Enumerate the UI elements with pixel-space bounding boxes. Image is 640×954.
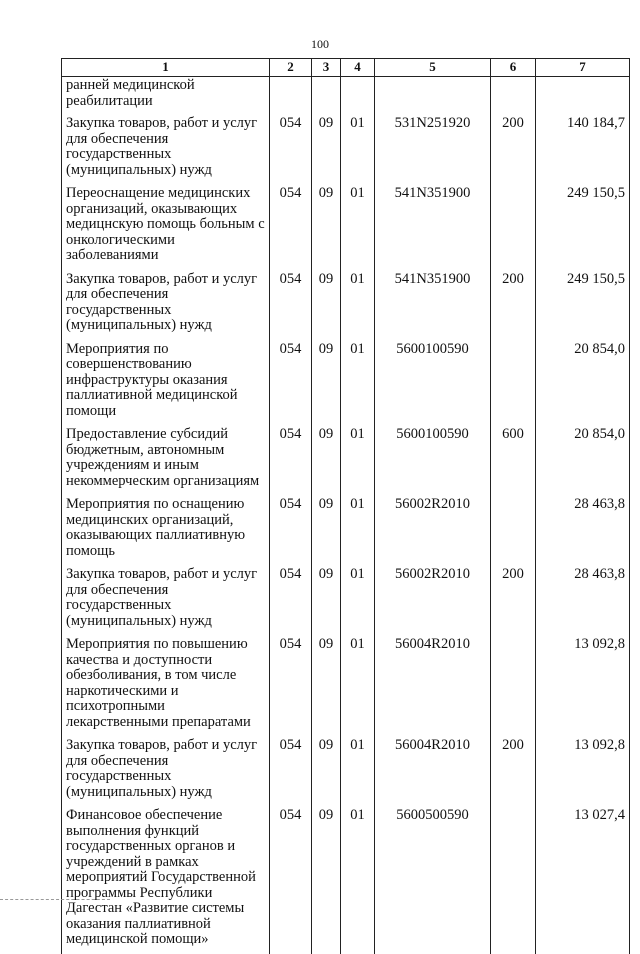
target-article-cell: 541N351900 (375, 184, 491, 270)
target-article-cell: 5600100590 (375, 340, 491, 426)
expense-type-cell: 200 (491, 114, 536, 184)
admin-code-cell: 054 (270, 635, 312, 736)
expense-type-cell: 200 (491, 565, 536, 635)
amount-cell: 13 092,8 (536, 736, 630, 806)
subsection-cell (341, 77, 375, 115)
row-name-cell: Мероприятия по оснащению медицинских организаций, оказывающих паллиативную помощь (62, 495, 270, 565)
amount-cell: 140 184,7 (536, 114, 630, 184)
section-cell: 09 (312, 635, 341, 736)
subsection-cell: 01 (341, 736, 375, 806)
column-header: 6 (491, 59, 536, 77)
table-body (62, 77, 630, 954)
admin-code-cell: 054 (270, 565, 312, 635)
section-cell (312, 77, 341, 115)
table-row (62, 736, 630, 806)
row-name-cell: Закупка товаров, работ и услуг для обеспечения государственных (муниципальных) нужд (62, 736, 270, 806)
section-cell: 09 (312, 495, 341, 565)
expense-type-cell: 200 (491, 270, 536, 340)
section-cell: 09 (312, 425, 341, 495)
admin-code-cell (270, 77, 312, 115)
subsection-cell: 01 (341, 806, 375, 954)
section-cell: 09 (312, 270, 341, 340)
amount-cell: 249 150,5 (536, 184, 630, 270)
row-name-cell: Закупка товаров, работ и услуг для обеспечения государственных (муниципальных) нужд (62, 270, 270, 340)
expense-type-cell: 600 (491, 425, 536, 495)
subsection-cell: 01 (341, 270, 375, 340)
section-cell: 09 (312, 340, 341, 426)
table-row (62, 806, 630, 954)
expense-type-cell (491, 340, 536, 426)
section-cell: 09 (312, 114, 341, 184)
column-header: 5 (375, 59, 491, 77)
section-cell: 09 (312, 736, 341, 806)
amount-cell: 13 092,8 (536, 635, 630, 736)
table-row (62, 340, 630, 426)
column-header: 2 (270, 59, 312, 77)
expense-type-cell (491, 806, 536, 954)
target-article-cell: 56004R2010 (375, 736, 491, 806)
table-row (62, 184, 630, 270)
row-name-cell: ранней медицинской реабилитации (62, 77, 270, 115)
column-header: 4 (341, 59, 375, 77)
table-header-row (62, 59, 630, 77)
amount-cell: 28 463,8 (536, 565, 630, 635)
expense-type-cell (491, 635, 536, 736)
expense-type-cell (491, 77, 536, 115)
row-name-cell: Мероприятия по совершенствованию инфраструктуры оказания паллиативной медицинской помощи (62, 340, 270, 426)
admin-code-cell: 054 (270, 270, 312, 340)
target-article-cell: 531N251920 (375, 114, 491, 184)
row-name-cell: Закупка товаров, работ и услуг для обеспечения государственных (муниципальных) нужд (62, 114, 270, 184)
page-number: 100 (311, 37, 329, 51)
table-row (62, 495, 630, 565)
admin-code-cell: 054 (270, 184, 312, 270)
table-row (62, 270, 630, 340)
target-article-cell: 56002R2010 (375, 495, 491, 565)
section-cell: 09 (312, 806, 341, 954)
subsection-cell: 01 (341, 425, 375, 495)
table-row (62, 77, 630, 115)
target-article-cell: 56002R2010 (375, 565, 491, 635)
footer-divider (0, 899, 110, 900)
row-name-cell: Переоснащение медицинских организаций, оказывающих медицнскую помощь больным с онкологическими заболеваниями (62, 184, 270, 270)
table-row (62, 635, 630, 736)
budget-table (61, 58, 630, 954)
admin-code-cell: 054 (270, 114, 312, 184)
column-header: 3 (312, 59, 341, 77)
subsection-cell: 01 (341, 184, 375, 270)
expense-type-cell (491, 184, 536, 270)
row-name-cell: Закупка товаров, работ и услуг для обеспечения государственных (муниципальных) нужд (62, 565, 270, 635)
column-header: 7 (536, 59, 630, 77)
admin-code-cell: 054 (270, 736, 312, 806)
table-row (62, 565, 630, 635)
admin-code-cell: 054 (270, 425, 312, 495)
subsection-cell: 01 (341, 495, 375, 565)
subsection-cell: 01 (341, 565, 375, 635)
subsection-cell: 01 (341, 114, 375, 184)
table-row (62, 425, 630, 495)
amount-cell: 20 854,0 (536, 340, 630, 426)
target-article-cell: 56004R2010 (375, 635, 491, 736)
amount-cell (536, 77, 630, 115)
target-article-cell: 541N351900 (375, 270, 491, 340)
amount-cell: 28 463,8 (536, 495, 630, 565)
row-name-cell: Предоставление субсидий бюджетным, автономным учреждениям и иным некоммерческим организациям (62, 425, 270, 495)
amount-cell: 249 150,5 (536, 270, 630, 340)
column-header: 1 (62, 59, 270, 77)
admin-code-cell: 054 (270, 806, 312, 954)
target-article-cell: 5600500590 (375, 806, 491, 954)
table-row (62, 114, 630, 184)
target-article-cell: 5600100590 (375, 425, 491, 495)
section-cell: 09 (312, 565, 341, 635)
target-article-cell (375, 77, 491, 115)
row-name-cell: Финансовое обеспечение выполнения функций государственных органов и учреждений в рамках мероприятий Государственной программы Республики Дагестан «Развитие системы оказания паллиативной медицинской помощи» (62, 806, 270, 954)
amount-cell: 13 027,4 (536, 806, 630, 954)
admin-code-cell: 054 (270, 340, 312, 426)
section-cell: 09 (312, 184, 341, 270)
row-name-cell: Мероприятия по повышению качества и доступности обезболивания, в том числе наркотическими и психотропными лекарственными препаратами (62, 635, 270, 736)
admin-code-cell: 054 (270, 495, 312, 565)
amount-cell: 20 854,0 (536, 425, 630, 495)
subsection-cell: 01 (341, 635, 375, 736)
expense-type-cell: 200 (491, 736, 536, 806)
subsection-cell: 01 (341, 340, 375, 426)
expense-type-cell (491, 495, 536, 565)
